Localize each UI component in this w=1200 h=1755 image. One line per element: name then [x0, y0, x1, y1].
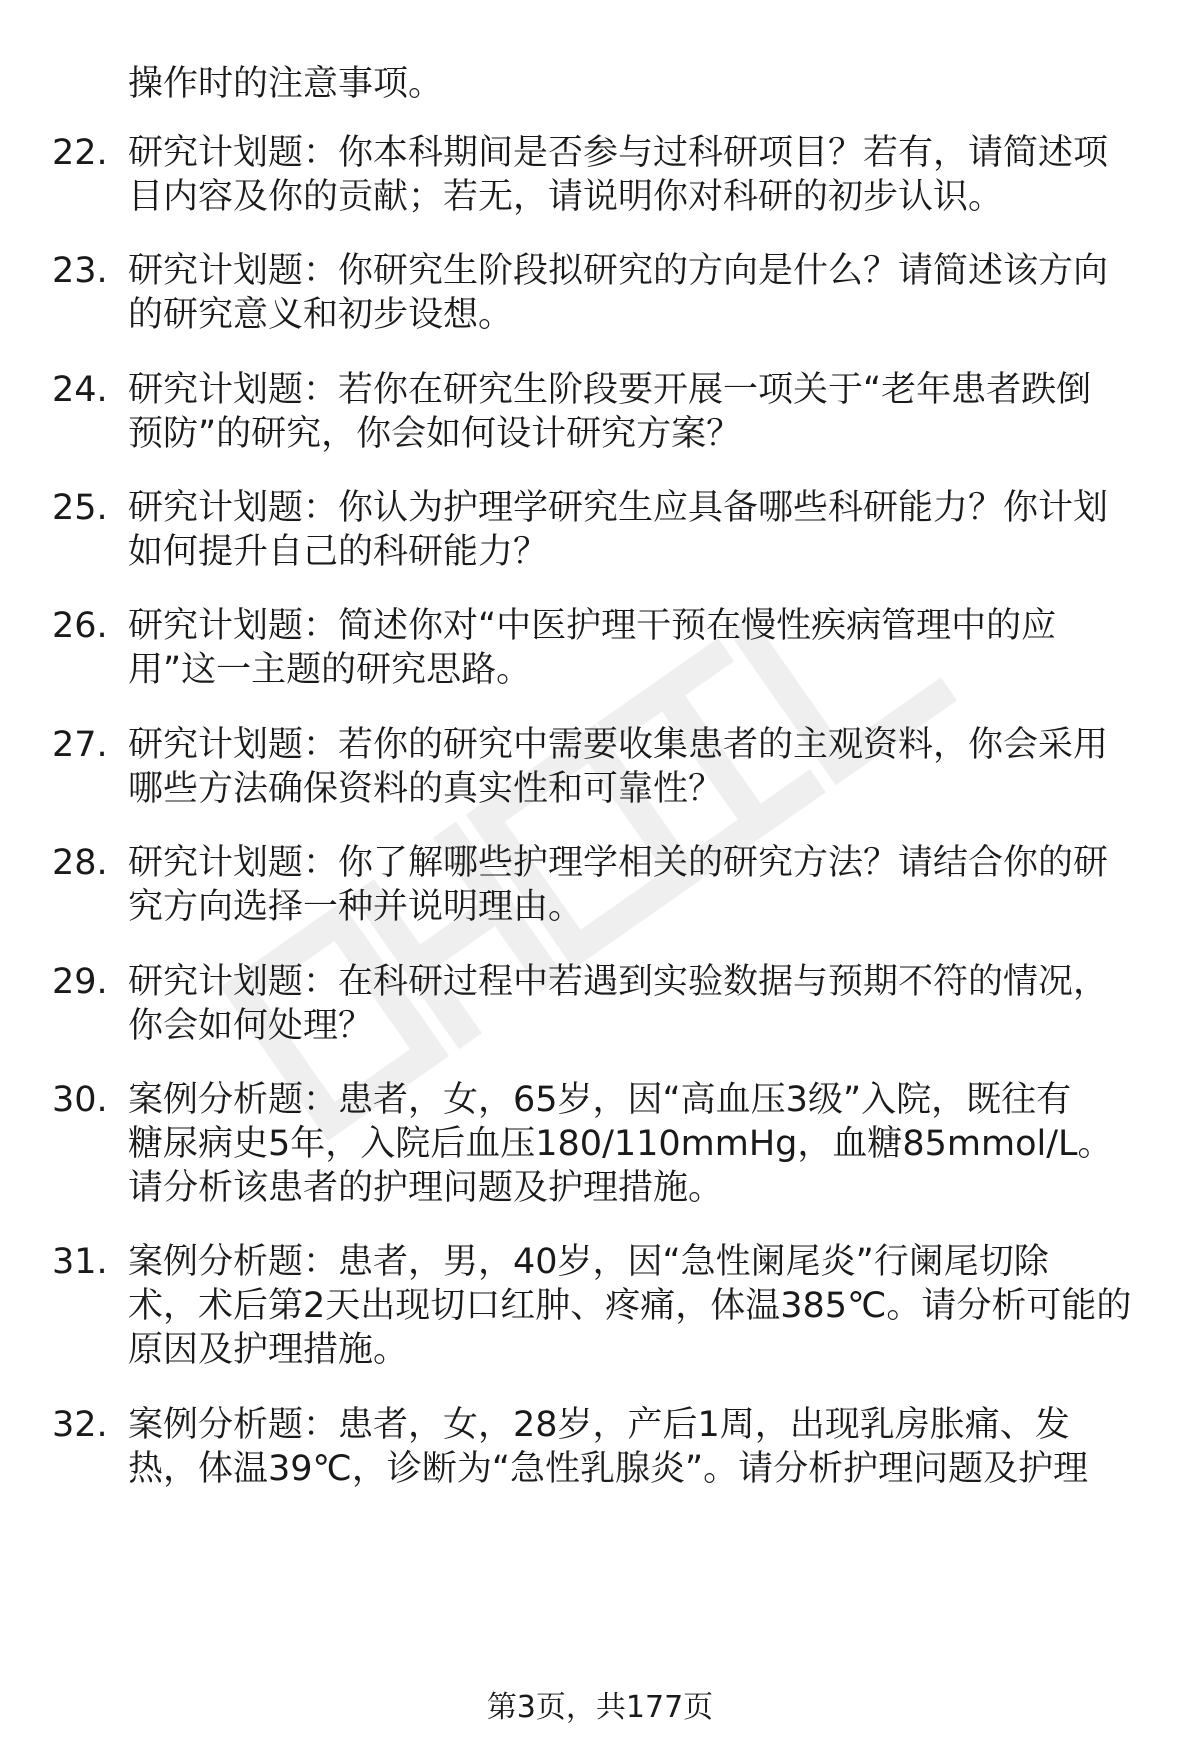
- question-line: 你会如何处理？: [128, 1006, 374, 1046]
- question-number: 25.: [52, 488, 108, 528]
- question-number: 29.: [52, 962, 108, 1002]
- question-line: 热，体温39℃，诊断为“急性乳腺炎”。请分析护理问题及护理: [128, 1449, 1089, 1489]
- question-line: 研究计划题：若你的研究中需要收集患者的主观资料，你会采用: [128, 725, 1109, 765]
- question-text: [128, 960, 1168, 1048]
- question-line: 用”这一主题的研究思路。: [128, 650, 532, 690]
- question-line: 研究计划题：你研究生阶段拟研究的方向是什么？请简述该方向: [128, 251, 1109, 291]
- question-line: 如何提升自己的科研能力？: [128, 532, 549, 572]
- question-text: [128, 1240, 1168, 1372]
- page-number-footer: 第3页，共177页: [486, 1690, 714, 1725]
- question-line: 研究计划题：在科研过程中若遇到实验数据与预期不符的情况，: [128, 962, 1109, 1002]
- question-line: 案例分析题：患者，男，40岁，因“急性阑尾炎”行阑尾切除: [128, 1242, 1049, 1282]
- question-text: [128, 841, 1168, 929]
- question-text: [128, 604, 1168, 692]
- question-line: 研究计划题：简述你对“中医护理干预在慢性疾病管理中的应: [128, 606, 1057, 646]
- question-line: 糖尿病史5年，入院后血压180/110mmHg，血糖85mmol/L。: [128, 1124, 1113, 1164]
- question-line: 的研究意义和初步设想。: [128, 295, 514, 335]
- question-number: 32.: [52, 1405, 108, 1445]
- question-number: 28.: [52, 843, 108, 883]
- question-number: 27.: [52, 725, 108, 765]
- question-text: [128, 1403, 1168, 1491]
- question-text: [128, 249, 1168, 337]
- question-line: 研究计划题：若你在研究生阶段要开展一项关于“老年患者跌倒: [128, 370, 1092, 410]
- question-text: [128, 486, 1168, 574]
- question-line: 目内容及你的贡献；若无，请说明你对科研的初步认识。: [128, 177, 1004, 217]
- question-line: 原因及护理措施。: [128, 1330, 409, 1370]
- question-line: 案例分析题：患者，女，65岁，因“高血压3级”入院，既往有: [128, 1080, 1072, 1120]
- question-number: 22.: [52, 133, 108, 173]
- question-number: 31.: [52, 1242, 108, 1282]
- question-number: 30.: [52, 1080, 108, 1120]
- question-line: 研究计划题：你本科期间是否参与过科研项目？若有，请简述项: [128, 133, 1109, 173]
- question-line: 研究计划题：你认为护理学研究生应具备哪些科研能力？你计划: [128, 488, 1109, 528]
- question-line: 案例分析题：患者，女，28岁，产后1周，出现乳房胀痛、发: [128, 1405, 1070, 1445]
- question-number: 23.: [52, 251, 108, 291]
- question-line: 哪些方法确保资料的真实性和可靠性？: [128, 769, 724, 809]
- question-number: 26.: [52, 606, 108, 646]
- question-line: 预防”的研究，你会如何设计研究方案？: [128, 414, 742, 454]
- question-line: 术，术后第2天出现切口红肿、疼痛，体温385℃。请分析可能的: [128, 1286, 1132, 1326]
- question-line: 请分析该患者的护理问题及护理措施。: [128, 1168, 724, 1208]
- question-line: 研究计划题：你了解哪些护理学相关的研究方法？请结合你的研: [128, 843, 1109, 883]
- question-text: [128, 1078, 1168, 1210]
- question-text: [128, 368, 1168, 456]
- question-number: 24.: [52, 370, 108, 410]
- continuation-text: 操作时的注意事项。: [128, 64, 444, 104]
- question-line: 究方向选择一种并说明理由。: [128, 887, 584, 927]
- question-text: [128, 131, 1168, 219]
- question-text: [128, 723, 1168, 811]
